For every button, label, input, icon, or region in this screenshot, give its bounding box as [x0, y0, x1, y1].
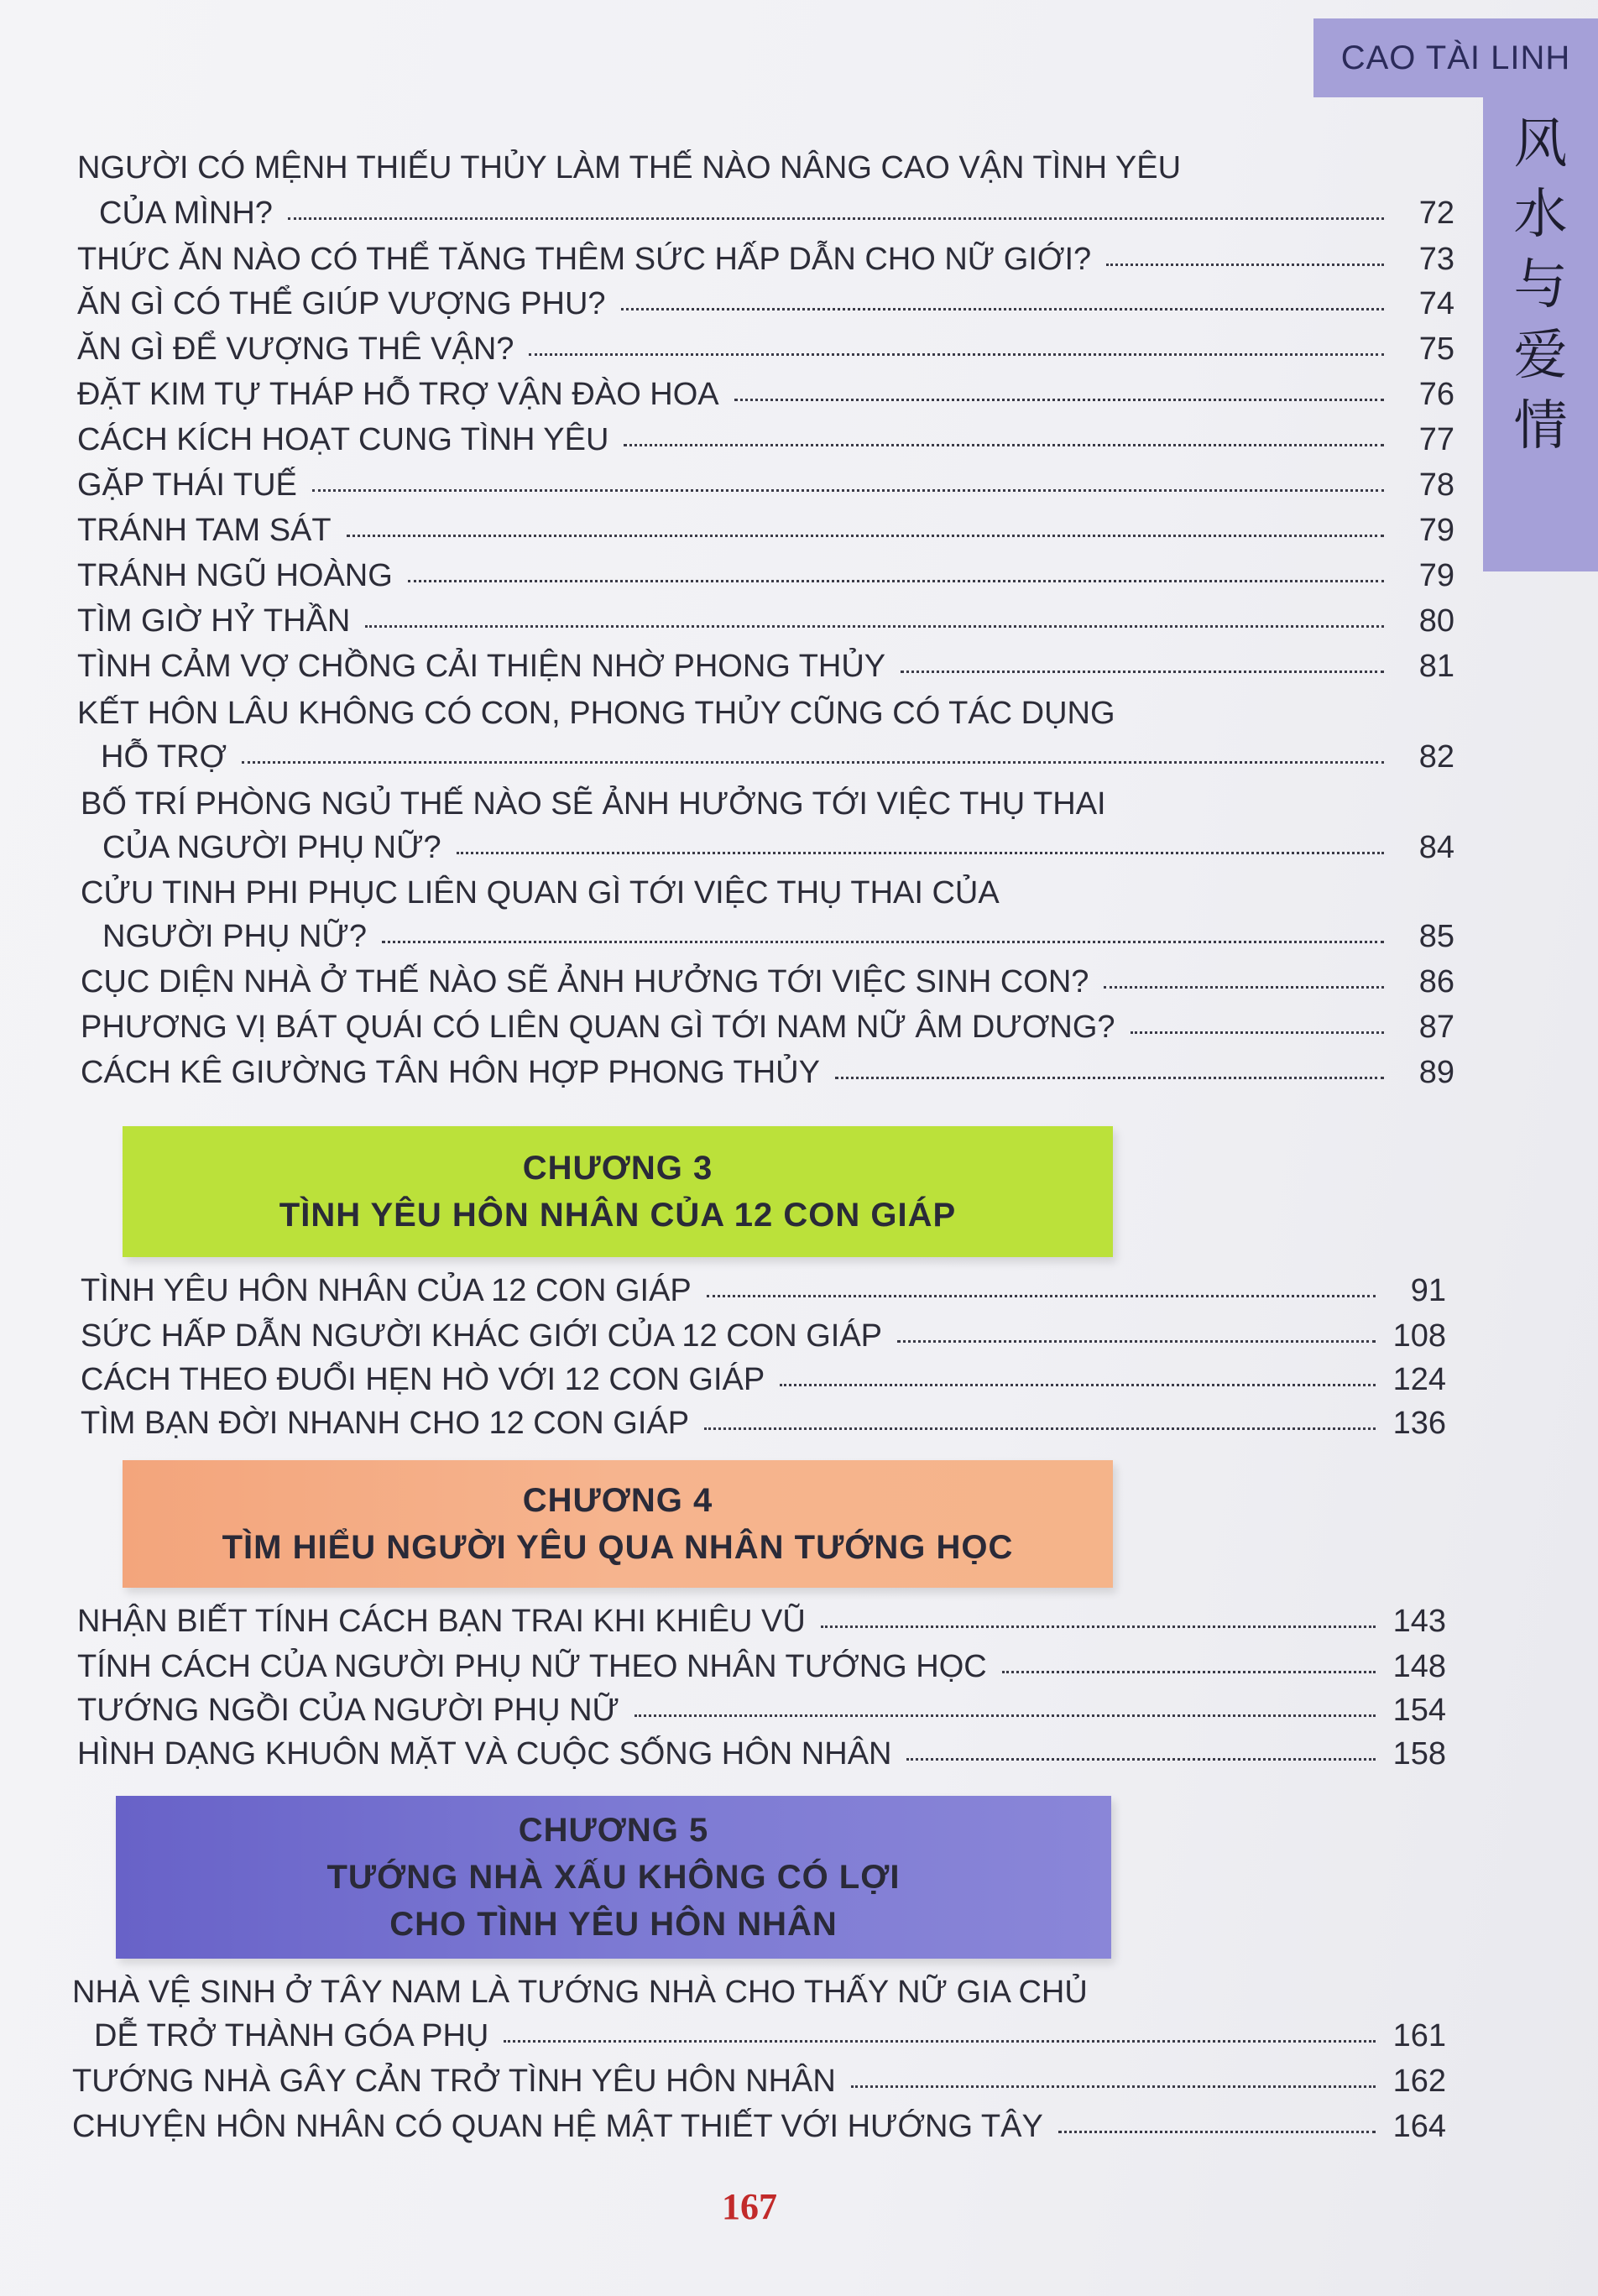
toc-entry-page: 82 [1418, 739, 1454, 775]
toc-entry[interactable] [101, 738, 1454, 775]
toc-entry-page: 73 [1418, 242, 1454, 277]
toc-entry-page: 75 [1418, 331, 1454, 367]
toc-entry-title: SỨC HẤP DẪN NGƯỜI KHÁC GIỚI CỦA 12 CON GIÁP [81, 1318, 883, 1354]
side-title [1483, 109, 1598, 462]
toc-entry-page: 148 [1392, 1649, 1446, 1684]
dot-leader [707, 1295, 1376, 1297]
toc-entry[interactable] [102, 829, 1454, 866]
page-number: 167 [722, 2186, 777, 2227]
dot-leader [851, 2085, 1376, 2088]
toc-entry[interactable] [81, 1318, 1446, 1354]
toc-entry[interactable] [77, 331, 1454, 368]
side-title-char: 水 [1513, 184, 1568, 246]
toc-entry[interactable] [77, 1692, 1446, 1729]
toc-entry[interactable] [77, 467, 1454, 504]
toc-entry-title: CỦA NGƯỜI PHỤ NỮ? [102, 830, 441, 865]
dot-leader [1106, 264, 1384, 266]
toc-entry-page: 77 [1418, 422, 1454, 457]
toc-entry-page: 79 [1418, 513, 1454, 548]
dot-leader [901, 671, 1384, 673]
dot-leader [365, 625, 1384, 628]
toc-entry-title: TƯỚNG NHÀ GÂY CẢN TRỞ TÌNH YÊU HÔN NHÂN [72, 2064, 836, 2099]
chapter-3-banner[interactable] [123, 1126, 1113, 1257]
chapter-title: TÌNH YÊU HÔN NHÂN CỦA 12 CON GIÁP [279, 1197, 957, 1234]
toc-entry-title: TÌM GIỜ HỶ THẦN [77, 603, 351, 639]
side-title-char: 风 [1513, 113, 1568, 175]
toc-entry[interactable] [81, 1054, 1454, 1091]
toc-entry-title: NHẬN BIẾT TÍNH CÁCH BẠN TRAI KHI KHIÊU VŨ [77, 1604, 806, 1639]
dot-leader [312, 489, 1384, 492]
toc-entry-title: CHUYỆN HÔN NHÂN CÓ QUAN HỆ MẬT THIẾT VỚI HƯỚNG TÂY [72, 2109, 1043, 2144]
toc-entry-title: THỨC ĂN NÀO CÓ THỂ TĂNG THÊM SỨC HẤP DẪN CHO NỮ GIỚI? [77, 242, 1092, 277]
toc-entry-page: 124 [1392, 1362, 1446, 1397]
toc-entry[interactable] [77, 1648, 1446, 1685]
toc-entry-title: CÁCH KÍCH HOẠT CUNG TÌNH YÊU [77, 422, 609, 457]
toc-entry-title: HỖ TRỢ [101, 739, 227, 775]
toc-entry-title: CỤC DIỆN NHÀ Ở THẾ NÀO SẼ ẢNH HƯỞNG TỚI VIỆC SINH CON? [81, 964, 1089, 999]
toc-entry-title: DỄ TRỞ THÀNH GÓA PHỤ [94, 2018, 489, 2053]
toc-entry[interactable] [94, 2017, 1446, 2054]
toc-entry-title: TÌNH CẢM VỢ CHỒNG CẢI THIỆN NHỜ PHONG THỦY [77, 649, 886, 684]
toc-entry[interactable] [81, 1361, 1446, 1398]
toc-entry-page: 108 [1392, 1318, 1446, 1354]
toc-entry-title: CÁCH THEO ĐUỔI HẸN HÒ VỚI 12 CON GIÁP [81, 1362, 765, 1397]
dot-leader [504, 2040, 1376, 2043]
toc-entry-title: GẶP THÁI TUẾ [77, 467, 297, 503]
toc-entry-page: 80 [1418, 603, 1454, 639]
dot-leader [634, 1714, 1376, 1717]
dot-leader [288, 217, 1384, 220]
toc-entry-title: TRÁNH NGŨ HOÀNG [77, 558, 393, 593]
toc-entry-page: 74 [1418, 286, 1454, 321]
toc-entry-page: 162 [1392, 2064, 1446, 2099]
dot-leader [408, 580, 1384, 582]
dot-leader [529, 353, 1384, 356]
dot-leader [1104, 986, 1384, 989]
toc-entry-title: TRÁNH TAM SÁT [77, 513, 332, 548]
toc-entry-title: KẾT HÔN LÂU KHÔNG CÓ CON, PHONG THỦY CŨNG CÓ TÁC DỤNG [77, 696, 1115, 731]
toc-entry-page: 136 [1392, 1406, 1446, 1441]
toc-entry-page: 158 [1392, 1736, 1446, 1772]
toc-entry[interactable] [72, 2063, 1446, 2100]
toc-entry-title: ĂN GÌ CÓ THỂ GIÚP VƯỢNG PHU? [77, 286, 606, 321]
dot-leader [906, 1758, 1376, 1761]
toc-entry-title: NHÀ VỆ SINH Ở TÂY NAM LÀ TƯỚNG NHÀ CHO THẤY NỮ GIA CHỦ [72, 1975, 1088, 2010]
toc-entry[interactable] [77, 285, 1454, 322]
toc-entry-page: 154 [1392, 1693, 1446, 1728]
toc-entry[interactable] [77, 241, 1454, 278]
toc-entry[interactable] [99, 195, 1454, 232]
chapter-label: CHƯƠNG 4 [522, 1482, 713, 1519]
toc-entry[interactable] [77, 557, 1454, 594]
toc-entry[interactable] [77, 421, 1454, 458]
dot-leader [734, 399, 1384, 401]
author-tab [1313, 18, 1598, 97]
dot-leader [1131, 1031, 1384, 1034]
toc-entry-page: 143 [1392, 1604, 1446, 1639]
dot-leader [621, 308, 1384, 310]
toc-entry-title: CÁCH KÊ GIƯỜNG TÂN HÔN HỢP PHONG THỦY [81, 1055, 820, 1090]
toc-entry-title: ĂN GÌ ĐỂ VƯỢNG THÊ VẬN? [77, 331, 514, 367]
dot-leader [835, 1077, 1384, 1079]
dot-leader [821, 1625, 1376, 1628]
dot-leader [1058, 2131, 1376, 2133]
toc-entry-page: 81 [1418, 649, 1454, 684]
toc-entry[interactable] [77, 648, 1454, 685]
chapter-label: CHƯƠNG 5 [518, 1812, 709, 1849]
dot-leader [457, 852, 1384, 854]
toc-entry-title: PHƯƠNG VỊ BÁT QUÁI CÓ LIÊN QUAN GÌ TỚI NAM NỮ ÂM DƯƠNG? [81, 1010, 1115, 1045]
toc-entry[interactable] [81, 1272, 1446, 1309]
toc-entry-page: 86 [1418, 964, 1454, 999]
toc-entry-title: ĐẶT KIM TỰ THÁP HỖ TRỢ VẬN ĐÀO HOA [77, 377, 719, 412]
toc-entry-page: 72 [1418, 196, 1454, 231]
toc-entry[interactable] [81, 963, 1454, 1000]
toc-entry-page: 78 [1418, 467, 1454, 503]
chapter-4-banner[interactable] [123, 1460, 1113, 1588]
chapter-5-banner[interactable] [116, 1796, 1111, 1959]
dot-leader [347, 535, 1384, 537]
chapter-title: CHO TÌNH YÊU HÔN NHÂN [389, 1906, 838, 1943]
side-title-char: 情 [1513, 395, 1568, 457]
toc-entry[interactable] [81, 1405, 1446, 1442]
toc-entry-title: BỐ TRÍ PHÒNG NGỦ THẾ NÀO SẼ ẢNH HƯỞNG TỚI VIỆC THỤ THAI [81, 786, 1106, 822]
toc-entry-page: 76 [1418, 377, 1454, 412]
chapter-title: TƯỚNG NHÀ XẤU KHÔNG CÓ LỢI [326, 1859, 901, 1896]
author-name: CAO TÀI LINH [1340, 39, 1571, 76]
toc-entry-title: NGƯỜI CÓ MỆNH THIẾU THỦY LÀM THẾ NÀO NÂNG CAO VẬN TÌNH YÊU [77, 150, 1182, 185]
toc-entry[interactable] [81, 1009, 1454, 1046]
dot-leader [242, 761, 1384, 764]
toc-entry-title: TƯỚNG NGỒI CỦA NGƯỜI PHỤ NỮ [77, 1693, 619, 1728]
toc-entry[interactable] [77, 376, 1454, 413]
dot-leader [780, 1384, 1376, 1386]
dot-leader [704, 1427, 1376, 1430]
side-title-char: 爱 [1513, 325, 1568, 387]
toc-entry-page: 89 [1418, 1055, 1454, 1090]
toc-entry-page: 164 [1392, 2109, 1446, 2144]
toc-entry-page: 79 [1418, 558, 1454, 593]
chapter-label: CHƯƠNG 3 [522, 1150, 713, 1187]
toc-entry[interactable] [77, 1603, 1446, 1640]
toc-entry-page: 84 [1418, 830, 1454, 865]
toc-entry[interactable] [102, 918, 1454, 955]
toc-entry-page: 85 [1418, 919, 1454, 954]
dot-leader [624, 444, 1384, 446]
toc-entry[interactable] [77, 512, 1454, 549]
toc-entry-page: 91 [1410, 1273, 1446, 1308]
dot-leader [382, 941, 1384, 943]
dot-leader [897, 1340, 1376, 1343]
toc-entry[interactable] [77, 603, 1454, 639]
side-title-char: 与 [1513, 254, 1568, 316]
toc-entry-title: NGƯỜI PHỤ NỮ? [102, 919, 367, 954]
dot-leader [1002, 1671, 1376, 1673]
toc-entry-title: TÌNH YÊU HÔN NHÂN CỦA 12 CON GIÁP [81, 1273, 692, 1308]
toc-entry-title: CỦA MÌNH? [99, 196, 273, 231]
toc-entry-title: TÍNH CÁCH CỦA NGƯỜI PHỤ NỮ THEO NHÂN TƯỚNG HỌC [77, 1649, 987, 1684]
toc-entry-title: HÌNH DẠNG KHUÔN MẶT VÀ CUỘC SỐNG HÔN NHÂN [77, 1736, 892, 1772]
toc-entry-title: CỬU TINH PHI PHỤC LIÊN QUAN GÌ TỚI VIỆC THỤ THAI CỦA [81, 875, 1000, 911]
toc-entry[interactable] [77, 1735, 1446, 1772]
toc-entry[interactable] [72, 2108, 1446, 2145]
toc-entry-page: 161 [1392, 2018, 1446, 2053]
toc-entry-page: 87 [1418, 1010, 1454, 1045]
chapter-title: TÌM HIỂU NGƯỜI YÊU QUA NHÂN TƯỚNG HỌC [222, 1529, 1014, 1566]
toc-entry-title: TÌM BẠN ĐỜI NHANH CHO 12 CON GIÁP [81, 1406, 690, 1441]
